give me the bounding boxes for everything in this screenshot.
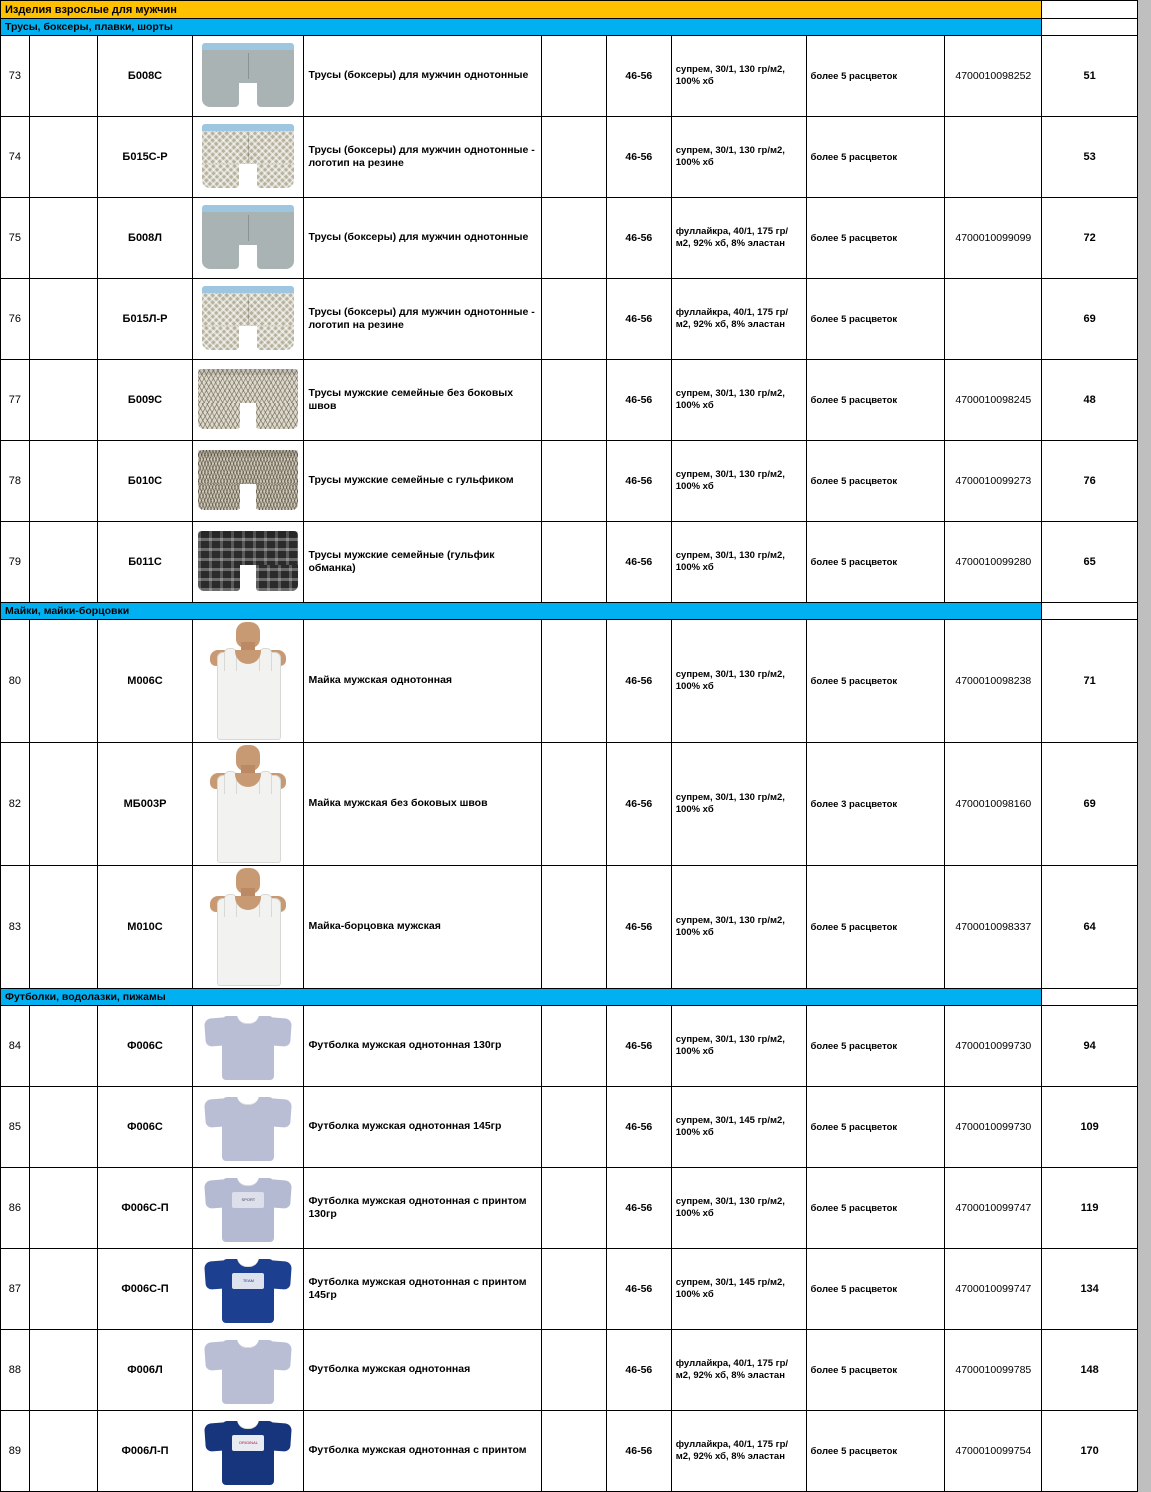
banner-section-label: Майки, майки-борцовки <box>1 603 1042 620</box>
cell-image <box>193 1168 304 1249</box>
cell-barcode: 4700010099280 <box>945 522 1042 603</box>
cell-barcode: 4700010099754 <box>945 1411 1042 1492</box>
table-row <box>1 360 1138 441</box>
cell-barcode <box>945 279 1042 360</box>
cell-barcode: 4700010098160 <box>945 743 1042 866</box>
cell-price: 65 <box>1042 522 1138 603</box>
cell-image <box>193 360 304 441</box>
cell-name: Футболка мужская однотонная с принтом 130гр <box>304 1168 542 1249</box>
table-row <box>1 1006 1138 1087</box>
cell-composition: супрем, 30/1, 130 гр/м2, 100% хб <box>671 117 806 198</box>
cell-blank2 <box>542 866 607 989</box>
cell-blank2 <box>542 117 607 198</box>
cell-number: 75 <box>1 198 30 279</box>
cell-image <box>193 1330 304 1411</box>
cell-article: Ф006Л <box>97 1330 193 1411</box>
cell-blank2 <box>542 279 607 360</box>
product-image-tshirt: TEAM <box>205 1253 291 1325</box>
cell-article: Ф006С <box>97 1087 193 1168</box>
table-row <box>1 441 1138 522</box>
cell-blank <box>29 1330 97 1411</box>
cell-price: 148 <box>1042 1330 1138 1411</box>
cell-price: 53 <box>1042 117 1138 198</box>
cell-blank2 <box>542 743 607 866</box>
cell-price: 109 <box>1042 1087 1138 1168</box>
cell-colors: более 5 расцветок <box>806 522 945 603</box>
cell-barcode: 4700010099730 <box>945 1087 1042 1168</box>
banner-section <box>1 603 1138 620</box>
cell-composition: фуллайкра, 40/1, 175 гр/м2, 92% хб, 8% эластан <box>671 1411 806 1492</box>
cell-image <box>193 1087 304 1168</box>
cell-image <box>193 441 304 522</box>
cell-image <box>193 198 304 279</box>
cell-number: 78 <box>1 441 30 522</box>
table-row <box>1 866 1138 989</box>
cell-sizes: 46-56 <box>606 1411 671 1492</box>
banner-section <box>1 989 1138 1006</box>
cell-sizes: 46-56 <box>606 743 671 866</box>
cell-barcode: 4700010099273 <box>945 441 1042 522</box>
cell-blank <box>29 743 97 866</box>
cell-blank2 <box>542 36 607 117</box>
cell-barcode: 4700010099730 <box>945 1006 1042 1087</box>
cell-number: 77 <box>1 360 30 441</box>
cell-composition: фуллайкра, 40/1, 175 гр/м2, 92% хб, 8% эластан <box>671 198 806 279</box>
cell-barcode: 4700010098337 <box>945 866 1042 989</box>
cell-blank2 <box>542 1411 607 1492</box>
cell-article: Ф006С-П <box>97 1249 193 1330</box>
cell-name: Трусы (боксеры) для мужчин однотонные <box>304 36 542 117</box>
cell-sizes: 46-56 <box>606 1168 671 1249</box>
cell-composition: супрем, 30/1, 145 гр/м2, 100% хб <box>671 1249 806 1330</box>
cell-sizes: 46-56 <box>606 117 671 198</box>
cell-price: 69 <box>1042 279 1138 360</box>
cell-name: Трусы (боксеры) для мужчин однотонные - логотип на резине <box>304 279 542 360</box>
cell-barcode: 4700010099099 <box>945 198 1042 279</box>
cell-barcode: 4700010098245 <box>945 360 1042 441</box>
cell-number: 85 <box>1 1087 30 1168</box>
table-row <box>1 1087 1138 1168</box>
cell-sizes: 46-56 <box>606 1330 671 1411</box>
cell-colors: более 5 расцветок <box>806 198 945 279</box>
banner-main-label: Изделия взрослые для мужчин <box>1 1 1042 19</box>
table-row <box>1 1330 1138 1411</box>
table-row <box>1 620 1138 743</box>
cell-price: 94 <box>1042 1006 1138 1087</box>
cell-barcode: 4700010098252 <box>945 36 1042 117</box>
cell-composition: супрем, 30/1, 130 гр/м2, 100% хб <box>671 522 806 603</box>
cell-image <box>193 36 304 117</box>
cell-article: Б008Л <box>97 198 193 279</box>
cell-blank2 <box>542 1249 607 1330</box>
cell-sizes: 46-56 <box>606 1249 671 1330</box>
cell-name: Трусы мужские семейные с гульфиком <box>304 441 542 522</box>
cell-number: 88 <box>1 1330 30 1411</box>
cell-sizes: 46-56 <box>606 1087 671 1168</box>
cell-colors: более 5 расцветок <box>806 1168 945 1249</box>
cell-sizes: 46-56 <box>606 620 671 743</box>
cell-blank2 <box>542 1168 607 1249</box>
banner-section-label: Трусы, боксеры, плавки, шорты <box>1 19 1042 36</box>
cell-number: 86 <box>1 1168 30 1249</box>
product-image-tshirt: ORIGINAL <box>205 1415 291 1487</box>
cell-blank2 <box>542 1330 607 1411</box>
cell-name: Трусы мужские семейные без боковых швов <box>304 360 542 441</box>
cell-article: М010С <box>97 866 193 989</box>
cell-blank <box>29 1006 97 1087</box>
product-image-tshirt <box>205 1091 291 1163</box>
cell-image <box>193 522 304 603</box>
cell-price: 64 <box>1042 866 1138 989</box>
cell-composition: фуллайкра, 40/1, 175 гр/м2, 92% хб, 8% эластан <box>671 279 806 360</box>
cell-blank <box>29 1249 97 1330</box>
cell-blank <box>29 36 97 117</box>
cell-name: Майка мужская без боковых швов <box>304 743 542 866</box>
cell-number: 79 <box>1 522 30 603</box>
product-image-tshirt <box>205 1334 291 1406</box>
cell-image <box>193 866 304 989</box>
cell-article: Б015Л-Р <box>97 279 193 360</box>
cell-article: Б011С <box>97 522 193 603</box>
product-image-boxer <box>202 124 294 190</box>
cell-price: 76 <box>1042 441 1138 522</box>
cell-article: Ф006Л-П <box>97 1411 193 1492</box>
cell-sizes: 46-56 <box>606 198 671 279</box>
cell-name: Трусы мужские семейные (гульфик обманка) <box>304 522 542 603</box>
cell-name: Футболка мужская однотонная <box>304 1330 542 1411</box>
cell-sizes: 46-56 <box>606 279 671 360</box>
cell-colors: более 5 расцветок <box>806 1411 945 1492</box>
cell-image <box>193 279 304 360</box>
table-row <box>1 743 1138 866</box>
right-margin-strip <box>1138 0 1151 1492</box>
banner-section-tail <box>1042 19 1138 36</box>
cell-image <box>193 1411 304 1492</box>
cell-price: 119 <box>1042 1168 1138 1249</box>
cell-colors: более 5 расцветок <box>806 620 945 743</box>
cell-blank2 <box>542 441 607 522</box>
cell-article: Ф006С-П <box>97 1168 193 1249</box>
cell-name: Трусы (боксеры) для мужчин однотонные - логотип на резине <box>304 117 542 198</box>
product-image-shorts <box>198 369 298 431</box>
product-image-tank-top <box>204 868 292 986</box>
banner-section-tail <box>1042 989 1138 1006</box>
cell-blank2 <box>542 1087 607 1168</box>
cell-blank2 <box>542 198 607 279</box>
cell-name: Футболка мужская однотонная с принтом <box>304 1411 542 1492</box>
cell-blank <box>29 1411 97 1492</box>
cell-name: Майка мужская однотонная <box>304 620 542 743</box>
cell-sizes: 46-56 <box>606 866 671 989</box>
product-image-shorts <box>198 531 298 593</box>
cell-sizes: 46-56 <box>606 441 671 522</box>
cell-article: МБ003Р <box>97 743 193 866</box>
cell-barcode: 4700010099747 <box>945 1249 1042 1330</box>
product-image-shorts <box>198 450 298 512</box>
table-row <box>1 1249 1138 1330</box>
banner-main-tail <box>1042 1 1138 19</box>
cell-barcode: 4700010099747 <box>945 1168 1042 1249</box>
cell-blank <box>29 279 97 360</box>
product-image-boxer <box>202 43 294 109</box>
cell-blank2 <box>542 1006 607 1087</box>
cell-composition: супрем, 30/1, 145 гр/м2, 100% хб <box>671 1087 806 1168</box>
cell-blank2 <box>542 620 607 743</box>
cell-composition: супрем, 30/1, 130 гр/м2, 100% хб <box>671 360 806 441</box>
cell-image <box>193 620 304 743</box>
banner-section <box>1 19 1138 36</box>
cell-price: 134 <box>1042 1249 1138 1330</box>
table-row <box>1 36 1138 117</box>
cell-composition: супрем, 30/1, 130 гр/м2, 100% хб <box>671 620 806 743</box>
cell-number: 82 <box>1 743 30 866</box>
cell-sizes: 46-56 <box>606 522 671 603</box>
cell-article: М006С <box>97 620 193 743</box>
cell-colors: более 5 расцветок <box>806 1249 945 1330</box>
cell-colors: более 5 расцветок <box>806 279 945 360</box>
product-image-tank-top <box>204 622 292 740</box>
cell-blank <box>29 1087 97 1168</box>
cell-name: Майка-борцовка мужская <box>304 866 542 989</box>
cell-composition: супрем, 30/1, 130 гр/м2, 100% хб <box>671 743 806 866</box>
cell-colors: более 3 расцветок <box>806 743 945 866</box>
cell-colors: более 5 расцветок <box>806 441 945 522</box>
cell-number: 76 <box>1 279 30 360</box>
cell-colors: более 5 расцветок <box>806 1330 945 1411</box>
cell-colors: более 5 расцветок <box>806 360 945 441</box>
cell-colors: более 5 расцветок <box>806 1087 945 1168</box>
cell-barcode: 4700010098238 <box>945 620 1042 743</box>
cell-blank <box>29 117 97 198</box>
cell-blank2 <box>542 360 607 441</box>
cell-image <box>193 1249 304 1330</box>
cell-number: 74 <box>1 117 30 198</box>
cell-price: 48 <box>1042 360 1138 441</box>
cell-image <box>193 117 304 198</box>
table-row <box>1 522 1138 603</box>
cell-article: Б009С <box>97 360 193 441</box>
cell-composition: супрем, 30/1, 130 гр/м2, 100% хб <box>671 36 806 117</box>
cell-composition: фуллайкра, 40/1, 175 гр/м2, 92% хб, 8% эластан <box>671 1330 806 1411</box>
cell-blank <box>29 441 97 522</box>
table-row <box>1 117 1138 198</box>
cell-colors: более 5 расцветок <box>806 866 945 989</box>
cell-composition: супрем, 30/1, 130 гр/м2, 100% хб <box>671 866 806 989</box>
cell-article: Ф006С <box>97 1006 193 1087</box>
cell-price: 170 <box>1042 1411 1138 1492</box>
cell-colors: более 5 расцветок <box>806 36 945 117</box>
cell-sizes: 46-56 <box>606 360 671 441</box>
cell-price: 51 <box>1042 36 1138 117</box>
cell-name: Футболка мужская однотонная с принтом 145гр <box>304 1249 542 1330</box>
cell-composition: супрем, 30/1, 130 гр/м2, 100% хб <box>671 441 806 522</box>
cell-article: Б010С <box>97 441 193 522</box>
cell-blank <box>29 360 97 441</box>
cell-name: Футболка мужская однотонная 145гр <box>304 1087 542 1168</box>
cell-number: 73 <box>1 36 30 117</box>
cell-blank <box>29 620 97 743</box>
cell-barcode: 4700010099785 <box>945 1330 1042 1411</box>
cell-price: 69 <box>1042 743 1138 866</box>
cell-article: Б015С-Р <box>97 117 193 198</box>
cell-blank <box>29 522 97 603</box>
table-row <box>1 198 1138 279</box>
cell-image <box>193 1006 304 1087</box>
cell-name: Футболка мужская однотонная 130гр <box>304 1006 542 1087</box>
table-row <box>1 279 1138 360</box>
cell-name: Трусы (боксеры) для мужчин однотонные <box>304 198 542 279</box>
cell-number: 80 <box>1 620 30 743</box>
cell-sizes: 46-56 <box>606 1006 671 1087</box>
cell-composition: супрем, 30/1, 130 гр/м2, 100% хб <box>671 1168 806 1249</box>
cell-colors: более 5 расцветок <box>806 117 945 198</box>
product-image-tshirt <box>205 1010 291 1082</box>
cell-number: 87 <box>1 1249 30 1330</box>
cell-colors: более 5 расцветок <box>806 1006 945 1087</box>
cell-article: Б008С <box>97 36 193 117</box>
cell-blank <box>29 866 97 989</box>
cell-barcode <box>945 117 1042 198</box>
catalog-body <box>1 1 1138 1492</box>
cell-price: 72 <box>1042 198 1138 279</box>
cell-blank <box>29 198 97 279</box>
banner-section-label: Футболки, водолазки, пижамы <box>1 989 1042 1006</box>
cell-number: 84 <box>1 1006 30 1087</box>
cell-sizes: 46-56 <box>606 36 671 117</box>
table-row <box>1 1411 1138 1492</box>
cell-image <box>193 743 304 866</box>
product-image-boxer <box>202 286 294 352</box>
cell-blank2 <box>542 522 607 603</box>
cell-number: 89 <box>1 1411 30 1492</box>
product-image-tank-top <box>204 745 292 863</box>
cell-composition: супрем, 30/1, 130 гр/м2, 100% хб <box>671 1006 806 1087</box>
product-image-boxer <box>202 205 294 271</box>
table-row <box>1 1168 1138 1249</box>
cell-price: 71 <box>1042 620 1138 743</box>
banner-section-tail <box>1042 603 1138 620</box>
product-image-tshirt: SPORT <box>205 1172 291 1244</box>
banner-main <box>1 1 1138 19</box>
cell-blank <box>29 1168 97 1249</box>
cell-number: 83 <box>1 866 30 989</box>
